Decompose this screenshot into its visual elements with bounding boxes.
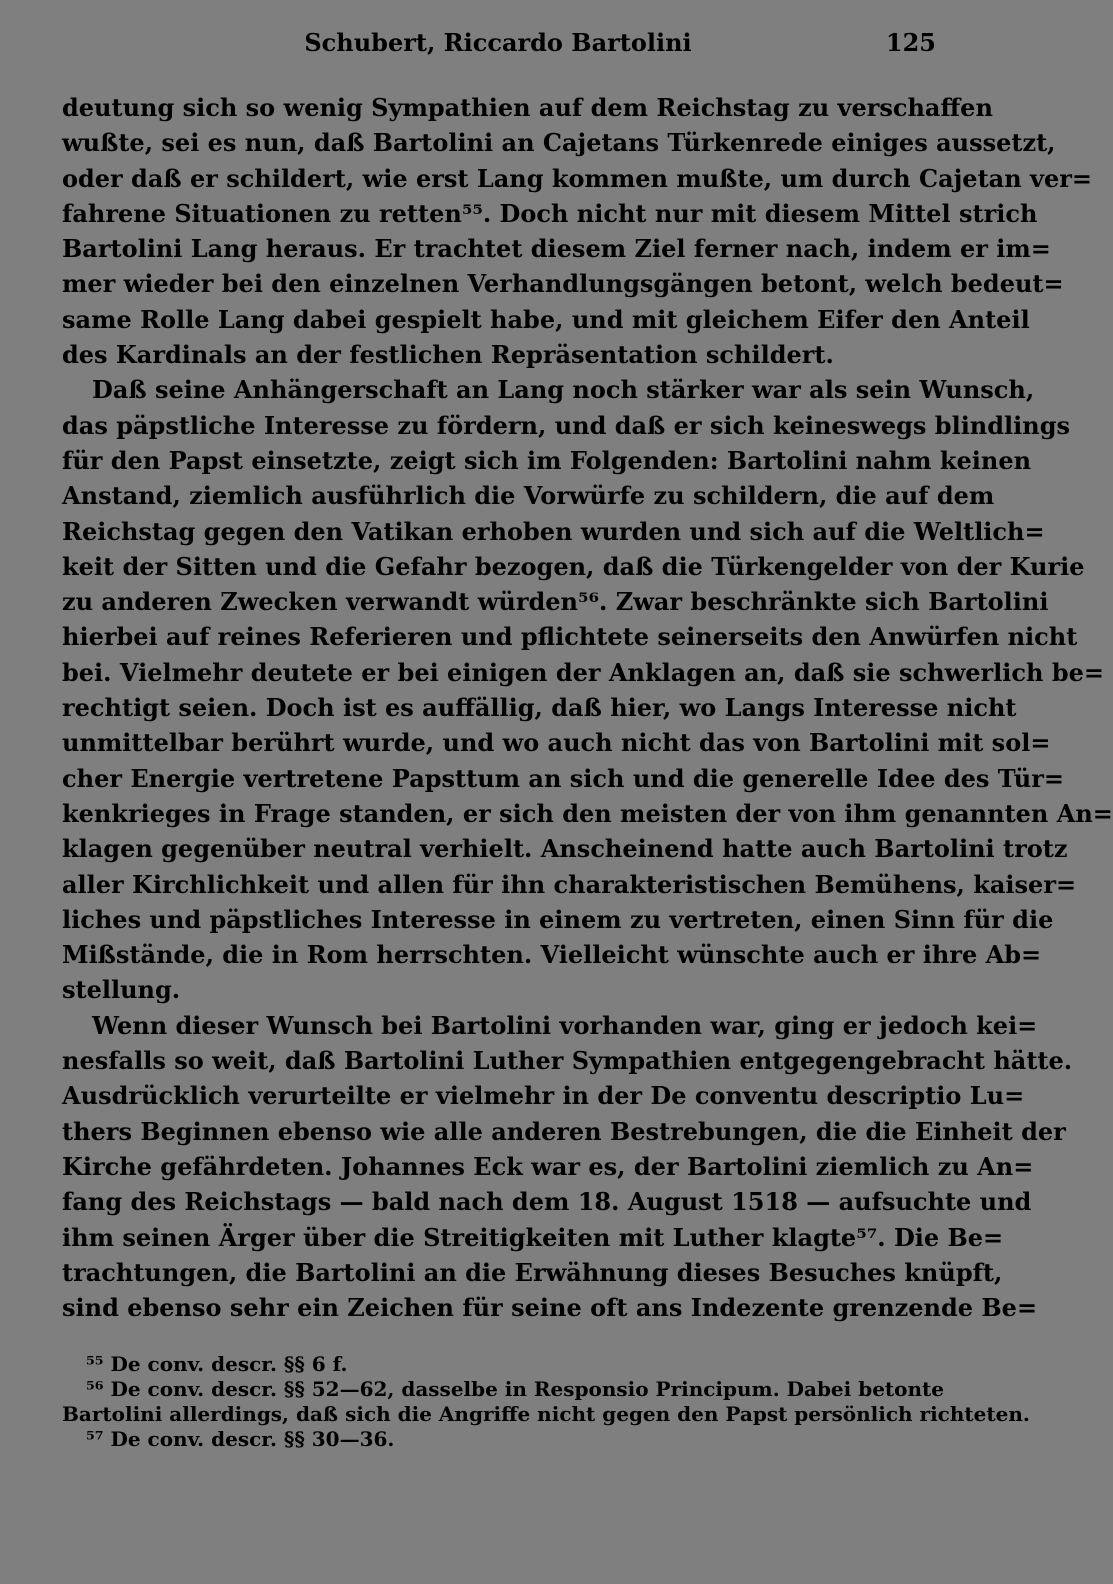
text-line: fang des Reichstags — bald nach dem 18. August 1518 — aufsuchte und — [62, 1187, 1032, 1217]
text-line: Kirche gefährdeten. Johannes Eck war es, der Bartolini ziemlich zu An= — [62, 1151, 1034, 1181]
text-line: zu anderen Zwecken verwandt würden⁵⁶. Zwar beschränkte sich Bartolini — [62, 587, 1049, 617]
text-line: cher Energie vertretene Papsttum an sich und die generelle Idee des Tür= — [62, 763, 1064, 793]
footnote: ⁵⁶ De conv. descr. §§ 52—62, dasselbe in Responsio Principum. Dabei betonte — [86, 1377, 945, 1401]
footnote: ⁵⁷ De conv. descr. §§ 30—36. — [86, 1427, 395, 1451]
running-title: Schubert, Riccardo Bartolini — [304, 28, 692, 57]
text-line: same Rolle Lang dabei gespielt habe, und mit gleichem Eifer den Anteil — [62, 304, 1030, 334]
running-head — [60, 28, 936, 68]
text-line: Reichstag gegen den Vatikan erhoben wurden und sich auf die Weltlich= — [62, 516, 1045, 546]
text-line: unmittelbar berührt wurde, und wo auch nicht das von Bartolini mit sol= — [62, 728, 1051, 758]
footnote: ⁵⁵ De conv. descr. §§ 6 f. — [86, 1352, 348, 1376]
text-line: trachtungen, die Bartolini an die Erwähnung dieses Besuches knüpft, — [62, 1257, 1003, 1287]
text-line: hierbei auf reines Referieren und pflichtete seinerseits den Anwürfen nicht — [62, 622, 1078, 652]
text-line: wußte, sei es nun, daß Bartolini an Cajetans Türkenrede einiges aussetzt, — [62, 128, 1056, 158]
text-line: das päpstliche Interesse zu fördern, und daß er sich keineswegs blindlings — [62, 410, 1071, 440]
text-line: aller Kirchlichkeit und allen für ihn charakteristischen Bemühens, kaiser= — [62, 869, 1077, 899]
text-line: fahrene Situationen zu retten⁵⁵. Doch nicht nur mit diesem Mittel strich — [62, 198, 1038, 228]
text-line: keit der Sitten und die Gefahr bezogen, daß die Türkengelder von der Kurie — [62, 551, 1085, 581]
text-line: Bartolini Lang heraus. Er trachtet diesem Ziel ferner nach, indem er im= — [62, 234, 1051, 264]
page-number: 125 — [885, 28, 936, 57]
text-line: Ausdrücklich verurteilte er vielmehr in der De conventu descriptio Lu= — [62, 1081, 1025, 1111]
text-line: nesfalls so weit, daß Bartolini Luther Sympathien entgegengebracht hätte. — [62, 1046, 1073, 1076]
text-line: thers Beginnen ebenso wie alle anderen Bestrebungen, die die Einheit der — [62, 1116, 1066, 1146]
text-line: Daß seine Anhängerschaft an Lang noch stärker war als sein Wunsch, — [92, 375, 1035, 405]
text-line: Mißstände, die in Rom herrschten. Vielleicht wünschte auch er ihre Ab= — [62, 940, 1042, 970]
text-line: sind ebenso sehr ein Zeichen für seine oft ans Indezente grenzende Be= — [62, 1293, 1038, 1323]
text-line: deutung sich so wenig Sympathien auf dem Reichstag zu verschaffen — [62, 93, 993, 122]
text-line: liches und päpstliches Interesse in einem zu vertreten, einen Sinn für die — [62, 904, 1054, 934]
text-line: oder daß er schildert, wie erst Lang kommen mußte, um durch Cajetan ver= — [62, 163, 1092, 193]
text-line: Anstand, ziemlich ausführlich die Vorwürfe zu schildern, die auf dem — [62, 481, 995, 511]
text-line: Wenn dieser Wunsch bei Bartolini vorhanden war, ging er jedoch kei= — [92, 1010, 1038, 1040]
text-line: rechtigt seien. Doch ist es auffällig, daß hier, wo Langs Interesse nicht — [62, 693, 1017, 723]
footnote-continuation: Bartolini allerdings, daß sich die Angriffe nicht gegen den Papst persönlich richteten. — [62, 1402, 1030, 1426]
footnotes — [62, 1352, 1030, 1452]
text-line: kenkrieges in Frage standen, er sich den meisten der von ihm genannten An= — [62, 798, 1113, 828]
body-text — [62, 90, 1113, 1325]
text-line: des Kardinals an der festlichen Repräsentation schildert. — [62, 340, 834, 370]
text-line: stellung. — [62, 975, 181, 1005]
text-line: mer wieder bei den einzelnen Verhandlungsgängen betont, welch bedeut= — [62, 269, 1064, 299]
text-line: für den Papst einsetzte, zeigt sich im Folgenden: Bartolini nahm keinen — [62, 445, 1032, 475]
text-line: ihm seinen Ärger über die Streitigkeiten mit Luther klagte⁵⁷. Die Be= — [62, 1222, 1004, 1252]
text-line: bei. Vielmehr deutete er bei einigen der Anklagen an, daß sie schwerlich be= — [62, 657, 1104, 687]
text-line: klagen gegenüber neutral verhielt. Anscheinend hatte auch Bartolini trotz — [62, 834, 1068, 864]
